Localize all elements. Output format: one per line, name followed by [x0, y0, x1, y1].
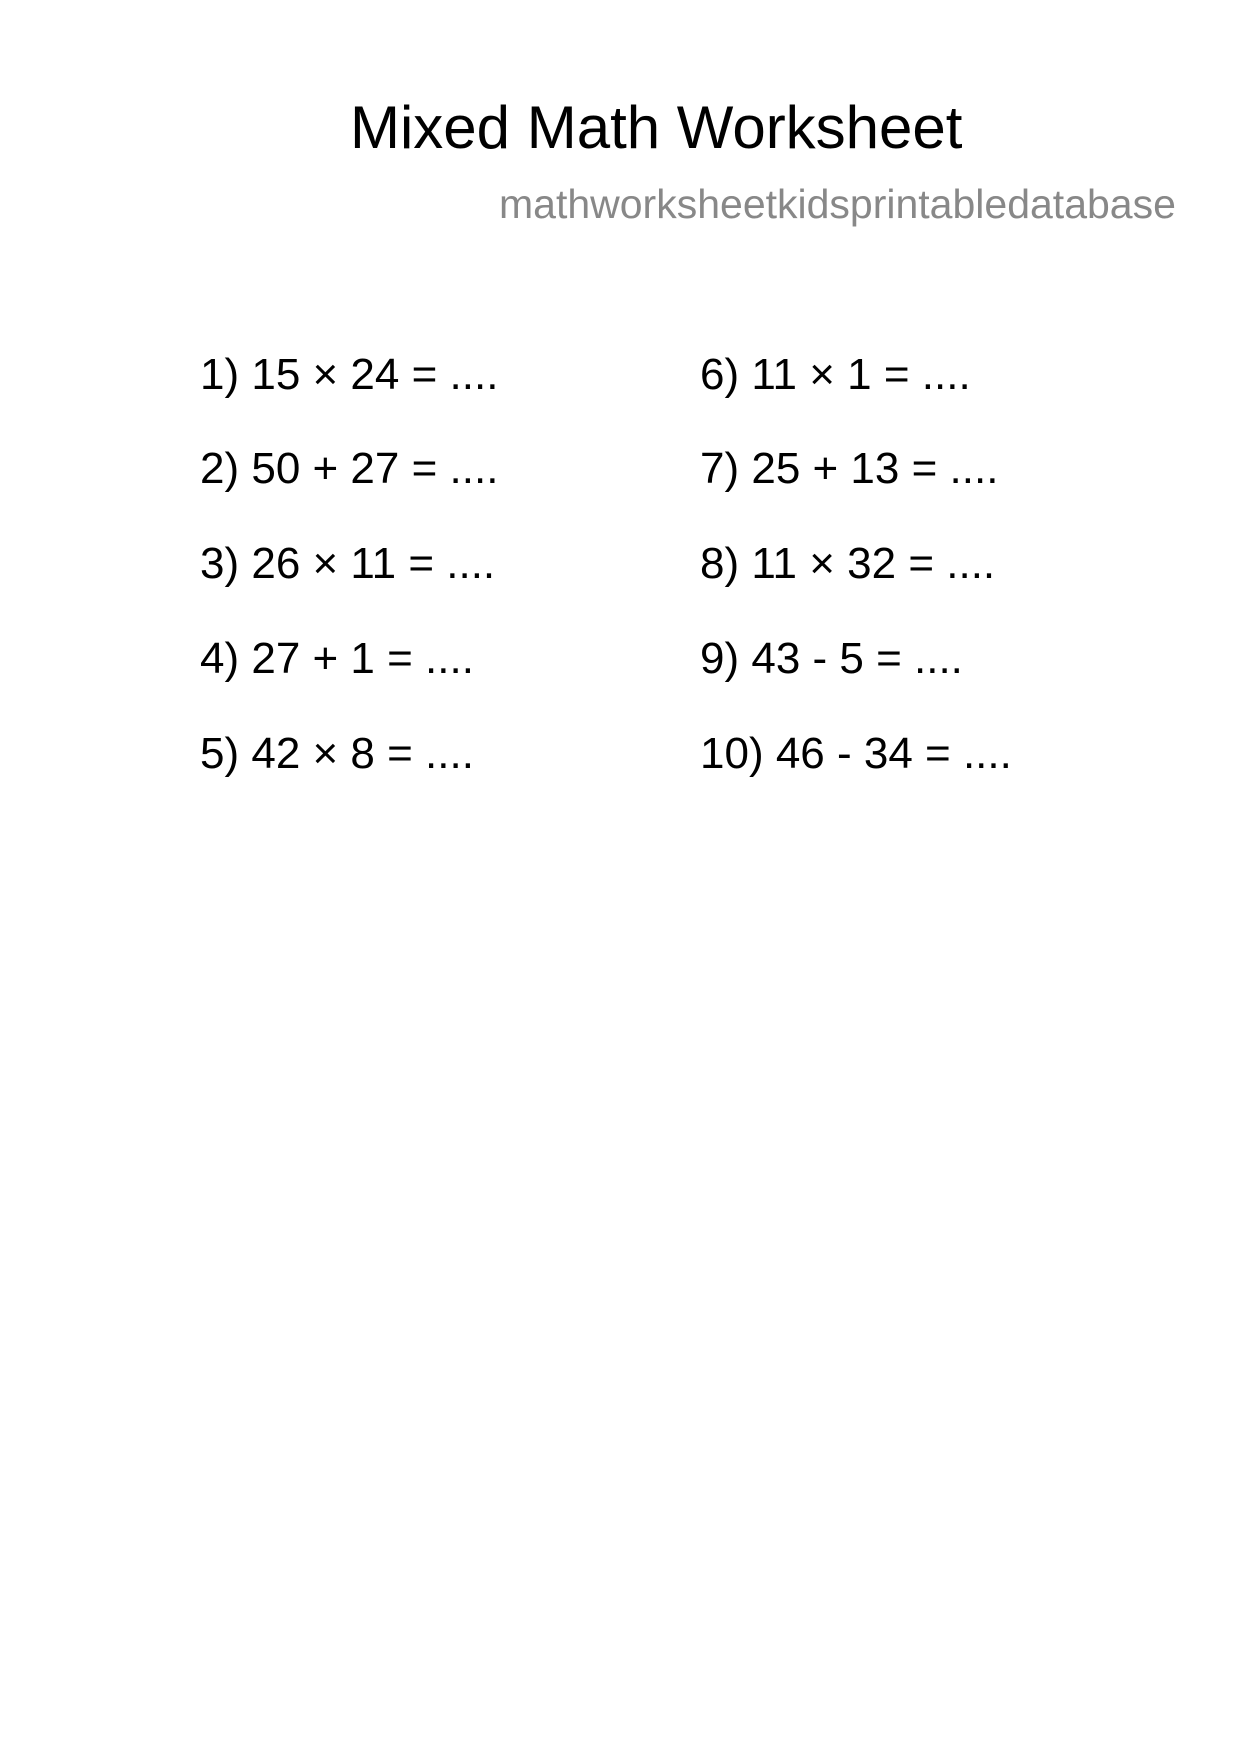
problem-2: 2) 50 + 27 = .... — [200, 444, 499, 493]
problem-10: 10) 46 - 34 = .... — [700, 729, 1012, 778]
problem-1: 1) 15 × 24 = .... — [200, 350, 499, 399]
problem-3: 3) 26 × 11 = .... — [200, 539, 496, 588]
problem-8: 8) 11 × 32 = .... — [700, 539, 996, 588]
problem-4: 4) 27 + 1 = .... — [200, 634, 474, 683]
problem-5: 5) 42 × 8 = .... — [200, 729, 474, 778]
worksheet-source: mathworksheetkidsprintabledatabase — [499, 181, 1176, 227]
worksheet-title: Mixed Math Worksheet — [350, 94, 963, 161]
problem-9: 9) 43 - 5 = .... — [700, 634, 963, 683]
problem-7: 7) 25 + 13 = .... — [700, 444, 999, 493]
problem-6: 6) 11 × 1 = .... — [700, 350, 971, 399]
